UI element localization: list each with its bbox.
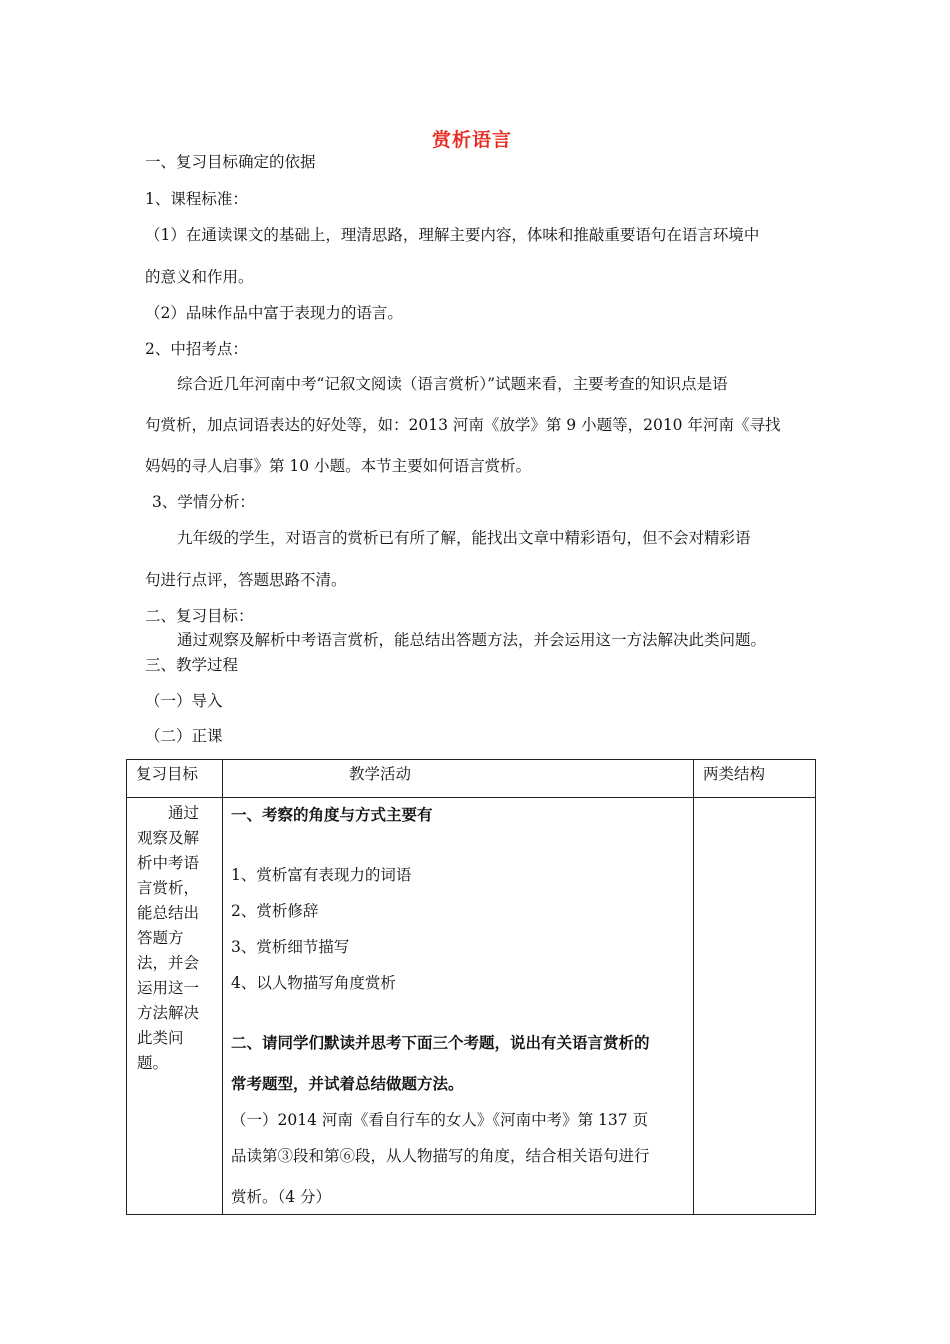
activity-item-4: 4、以人物描写角度赏析 [231,974,396,992]
teaching-table [126,759,816,1215]
section-1-1-item1-line1: （1）在通读课文的基础上，理清思路，理解主要内容，体味和推敲重要语句在语言环境中 [145,226,760,244]
section-1-3-heading: 3、学情分析： [152,493,255,511]
section-1-3-para-line1: 九年级的学生，对语言的赏析已有所了解，能找出文章中精彩语句，但不会对精彩语 [177,529,751,547]
activity-item-3: 3、赏析细节描写 [231,938,350,956]
activity-item-1: 1、赏析富有表现力的词语 [231,866,412,884]
activity-question-1-line3: 赏析。（4 分） [231,1188,332,1206]
section-1-heading: 一、复习目标确定的依据 [145,153,316,171]
goal-text: 通过观察及解析中考语言赏析，能总结出答题方法，并会运用这一方法解决此类问题。 [137,804,200,1072]
table-header-cell [223,760,694,798]
activity-item-2: 2、赏析修辞 [231,902,319,920]
header-goal: 复习目标 [136,765,199,783]
structure-cell [694,798,816,1215]
section-1-2-para-line2: 句赏析，加点词语表达的好处等，如：2013 河南《放学》第 9 小题等，2010 年河南《寻找 [145,416,781,434]
activity-heading-2-line1: 二、请同学们默读并思考下面三个考题，说出有关语言赏析的 [231,1033,650,1052]
section-1-1-item1-line2: 的意义和作用。 [145,268,254,286]
section-3-1: （一）导入 [145,692,223,710]
section-1-3-para-line2: 句进行点评，答题思路不清。 [145,571,347,589]
goal-cell [127,798,223,1215]
activity-question-1-line1: （一）2014 河南《看自行车的女人》《河南中考》第 137 页 [231,1111,649,1129]
table-header-cell [127,760,223,798]
table-header-row [127,760,816,798]
section-3-heading: 三、教学过程 [145,656,239,674]
section-3-2: （二）正课 [145,727,223,745]
activity-question-1-line2: 品读第③段和第⑥段，从人物描写的角度，结合相关语句进行 [231,1147,650,1165]
activity-heading-2-line2: 常考题型，并试着总结做题方法。 [231,1074,464,1093]
table-row [127,798,816,1215]
section-1-1-item2: （2）品味作品中富于表现力的语言。 [145,304,403,322]
section-1-2-para-line1: 综合近几年河南中考“记叙文阅读（语言赏析）”试题来看，主要考查的知识点是语 [177,375,728,393]
section-1-1-heading: 1、课程标准： [145,190,248,208]
page-title: 赏析语言 [432,129,513,151]
activity-cell [223,798,694,1215]
header-activity: 教学活动 [349,765,412,783]
header-structure: 两类结构 [703,765,766,783]
activity-heading-1: 一、考察的角度与方式主要有 [231,805,433,824]
section-2-heading: 二、复习目标： [145,607,254,625]
section-2-para: 通过观察及解析中考语言赏析，能总结出答题方法，并会运用这一方法解决此类问题。 [177,631,767,649]
table-header-cell [694,760,816,798]
section-1-2-heading: 2、中招考点： [145,340,248,358]
section-1-2-para-line3: 妈妈的寻人启事》第 10 小题。本节主要如何语言赏析。 [145,457,532,475]
